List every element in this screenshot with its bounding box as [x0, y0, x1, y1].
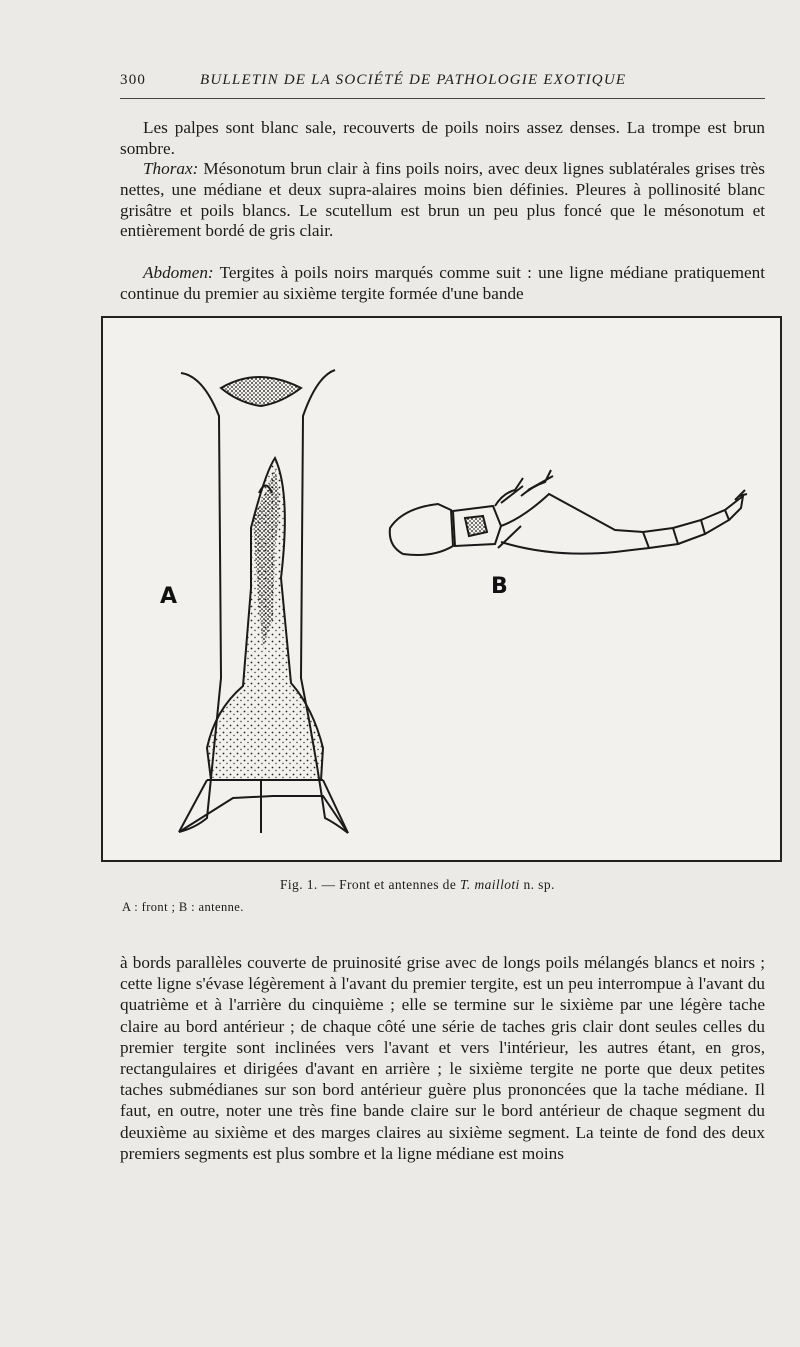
figure-caption	[280, 877, 555, 893]
paragraph-abdomen-text: Tergites à poils noirs marqués comme suit : une ligne médiane pratiquement continue du premier au sixième tergite formée d'une bande	[120, 263, 765, 303]
caption-suffix: n. sp.	[519, 877, 555, 892]
paragraph-palpes-text: Les palpes sont blanc sale, recouverts de poils noirs assez denses. La trompe est brun sombre.	[120, 118, 765, 158]
thorax-heading: Thorax:	[143, 159, 199, 178]
caption-species: T. mailloti	[460, 877, 520, 892]
paragraph-abdomen	[120, 263, 765, 305]
label-b: B	[491, 574, 508, 599]
paragraph-thorax-text: Mésonotum brun clair à fins poils noirs, avec deux lignes sublatérales grises très nettes, une médiane et deux supra-alaires moins bien définies. Pleures à pollinosité blanc grisâtre et poils blancs. Le scutellum est brun un peu plus foncé que le mésonotum et entièrement bordé de gris clair.	[120, 159, 765, 241]
abdomen-heading: Abdomen:	[143, 263, 214, 282]
figure-frame	[101, 316, 782, 862]
paragraph-palpes	[120, 118, 765, 160]
paragraph-thorax	[120, 159, 765, 242]
antenna-drawing	[390, 470, 747, 555]
figure-drawing	[103, 318, 780, 860]
caption-prefix: Fig. 1. — Front et antennes de	[280, 877, 461, 892]
page-number: 300	[120, 72, 147, 88]
label-a: A	[160, 584, 178, 609]
front-drawing	[179, 370, 348, 833]
header-rule	[120, 98, 765, 99]
figure-legend: A : front ; B : antenne.	[122, 900, 244, 914]
journal-title: BULLETIN DE LA SOCIÉTÉ DE PATHOLOGIE EXOTIQUE	[200, 72, 627, 88]
paragraph-continuation: à bords parallèles couverte de pruinosité grise avec de longs poils mélangés blancs et noirs ; cette ligne s'évase légèrement à l'avant du premier tergite, est un peu interrompue à l'avant du quatrième et à l'arrière du cinquième ; elle se termine sur le sixième par une légère tache claire au bord antérieur ; de chaque côté une série de taches gris clair dont seules celles du premier tergite sont inclinées vers l'avant et vers l'intérieur, les autres étant, en gros, rectangulaires et dirigées d'avant en arrière ; le sixième tergite ne porte que deux petites taches submédianes sur son bord antérieur guère plus prononcées que la tache médiane. Il faut, en outre, noter une très fine bande claire sur le bord antérieur de chaque segment du deuxième au sixième et des marges claires au sixième segment. La teinte de fond des deux premiers segments est plus sombre et la ligne médiane est moins	[120, 953, 765, 1163]
